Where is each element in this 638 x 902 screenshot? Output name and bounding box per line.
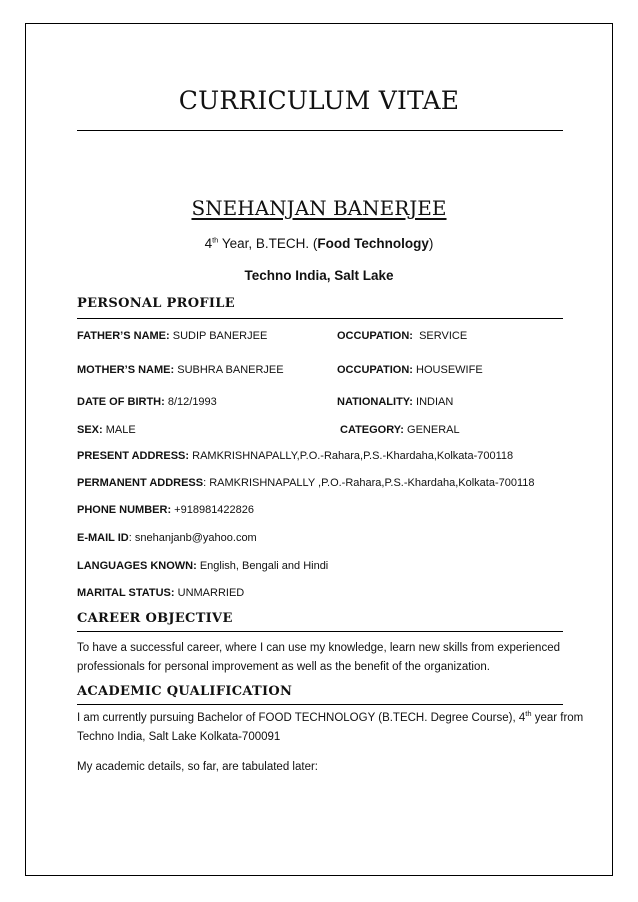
sex-row <box>77 424 136 436</box>
sex-value: MALE <box>102 424 136 436</box>
marital-status-value: UNMARRIED <box>174 587 245 599</box>
academic-line-3: My academic details, so far, are tabulated later: <box>77 761 318 773</box>
nationality-value: INDIAN <box>412 396 454 408</box>
father-occupation-label: OCCUPATION: <box>337 330 413 342</box>
father-label: FATHER’S NAME: <box>77 330 170 342</box>
phone-row <box>77 504 254 516</box>
present-address-value: RAMKRISHNAPALLY,P.O.-Rahara,P.S.-Khardaha,Kolkata-700118 <box>189 450 514 462</box>
course-close: ) <box>428 236 434 251</box>
section-heading-academic: ACADEMIC QUALIFICATION <box>77 684 293 699</box>
academic-divider <box>77 704 563 705</box>
personal-divider <box>77 318 563 319</box>
year-superscript: th <box>212 235 219 245</box>
father-value: SUDIP BANERJEE <box>169 330 268 342</box>
email-value: : snehanjanb@yahoo.com <box>128 532 257 544</box>
marital-status-row <box>77 587 244 599</box>
nationality-row <box>337 396 453 408</box>
category-label: CATEGORY: <box>340 424 404 436</box>
document-title: CURRICULUM VITAE <box>178 86 460 115</box>
languages-value: English, Bengali and Hindi <box>196 560 329 572</box>
title-divider <box>77 130 563 131</box>
year-rest: Year, B.TECH. ( <box>218 236 318 251</box>
languages-label: LANGUAGES KNOWN: <box>77 560 197 572</box>
academic-superscript: th <box>525 709 532 719</box>
father-name-row <box>77 330 267 342</box>
marital-status-label: MARITAL STATUS: <box>77 587 175 599</box>
candidate-name: SNEHANJAN BANERJEE <box>191 196 447 220</box>
dob-label: DATE OF BIRTH: <box>77 396 165 408</box>
sex-label: SEX: <box>77 424 103 436</box>
mother-value: SUBHRA BANERJEE <box>174 364 284 376</box>
section-heading-career: CAREER OBJECTIVE <box>77 611 233 626</box>
father-occupation-row <box>337 330 467 342</box>
email-row <box>77 532 257 544</box>
mother-name-row <box>77 364 284 376</box>
academic-line-2: Techno India, Salt Lake Kolkata-700091 <box>77 731 281 743</box>
mother-occupation-value: HOUSEWIFE <box>412 364 483 376</box>
academic-line-1-text: I am currently pursuing Bachelor of FOOD TECHNOLOGY (B.TECH. Degree Course), 4 <box>77 712 526 724</box>
course-line <box>0 236 638 251</box>
present-address-label: PRESENT ADDRESS: <box>77 450 190 462</box>
phone-value: +918981422826 <box>171 504 255 516</box>
course-name: Food Technology <box>317 236 429 251</box>
mother-occupation-label: OCCUPATION: <box>337 364 413 376</box>
permanent-address-value: : RAMKRISHNAPALLY ,P.O.-Rahara,P.S.-Khardaha,Kolkata-700118 <box>203 477 535 489</box>
dob-row <box>77 396 217 408</box>
permanent-address-row <box>77 477 535 489</box>
career-divider <box>77 631 563 632</box>
languages-row <box>77 560 328 572</box>
institute-name: Techno India, Salt Lake <box>244 268 394 283</box>
category-value: GENERAL <box>403 424 460 436</box>
present-address-row <box>77 450 513 462</box>
permanent-address-label: PERMANENT ADDRESS <box>77 477 204 489</box>
academic-line-1 <box>77 709 584 724</box>
phone-label: PHONE NUMBER: <box>77 504 172 516</box>
nationality-label: NATIONALITY: <box>337 396 413 408</box>
email-label: E-MAIL ID <box>77 532 129 544</box>
dob-value: 8/12/1993 <box>164 396 217 408</box>
academic-line-1-end: year from <box>531 712 584 724</box>
mother-occupation-row <box>337 364 483 376</box>
category-row <box>340 424 460 436</box>
year-number: 4 <box>204 236 213 251</box>
father-occupation-value: SERVICE <box>412 330 468 342</box>
section-heading-personal: PERSONAL PROFILE <box>77 296 235 311</box>
mother-label: MOTHER’S NAME: <box>77 364 175 376</box>
career-objective-text: To have a successful career, where I can use my knowledge, learn new skills from experienced professionals for personal improvement as well as the benefit of the organization. <box>77 642 560 673</box>
